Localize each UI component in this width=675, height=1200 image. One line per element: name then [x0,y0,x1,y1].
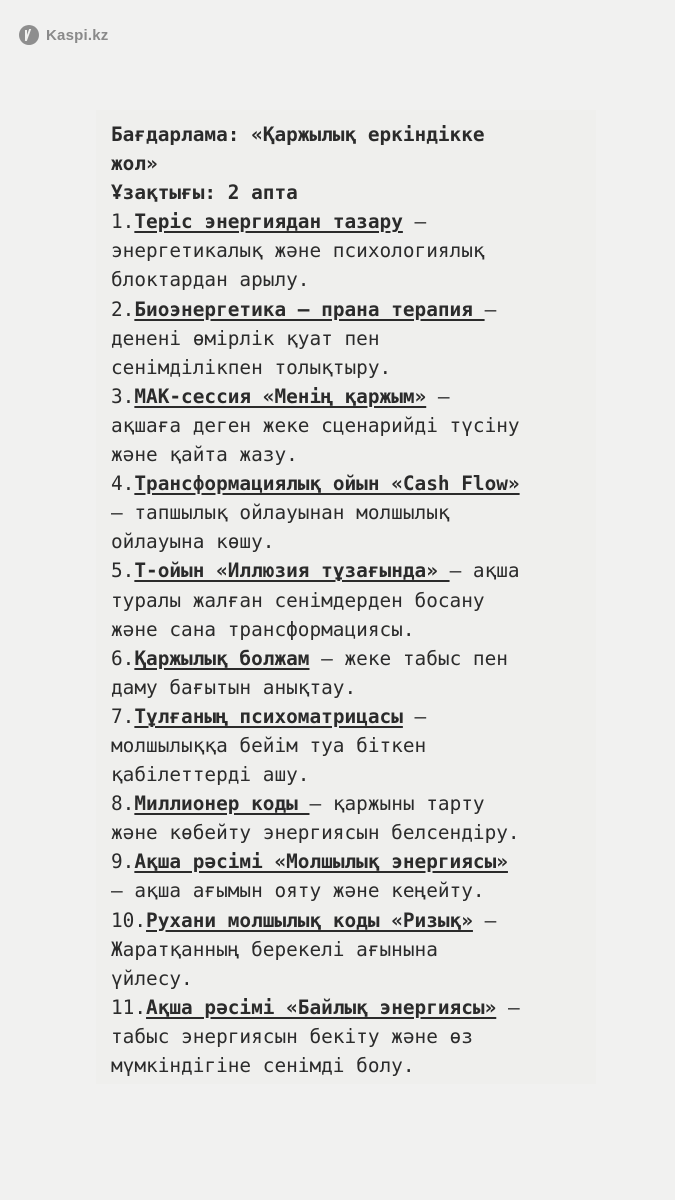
item-title: Ақша рәсімі «Байлық энергиясы» [146,995,497,1019]
list-item: 5.Т-ойын «Иллюзия тұзағында» — ақша [111,559,520,583]
item-title: Теріс энергиядан тазару [134,210,403,234]
item-text: Жаратқанның берекелі ағынына [111,937,438,961]
item-text: — ақша ағымын ояту және кеңейту. [111,879,485,903]
item-title: Т-ойын «Иллюзия тұзағында» [134,559,450,583]
item-text: үйлесу. [111,966,193,990]
item-text: молшылыққа бейім туа біткен [111,733,427,757]
kaspi-brand [19,25,108,45]
program-title-line-2: жол» [111,152,158,176]
list-item: 2.Биоэнергетика — прана терапия — [111,297,497,321]
item-text: энергетикалық және психологиялық [111,239,485,263]
item-title: Тұлғаның психоматрицасы [134,704,403,728]
item-title: МАК-сессия «Менің қаржым» [134,384,427,408]
item-text: қабілеттерді ашу. [111,763,310,787]
program-duration: Ұзақтығы: 2 апта [111,181,298,205]
item-text: және қайта жазу. [111,443,298,467]
item-text: ойлауына көшу. [111,530,275,554]
list-item: 1.Теріс энергиядан тазару — [111,210,427,234]
item-text: даму бағытын анықтау. [111,675,357,699]
program-text [111,120,596,1080]
list-item: 10.Рухани молшылық коды «Ризық» — [111,908,497,932]
kaspi-logo-icon [19,25,39,45]
item-text: блоктардан арылу. [111,268,310,292]
item-title: Биоэнергетика — прана терапия [134,297,485,321]
item-title: Трансформациялық ойын «Cash Flow» [134,472,520,496]
item-text: табыс энергиясын бекіту және өз [111,1024,473,1048]
item-text: сенімділікпен толықтыру. [111,355,392,379]
item-text: және көбейту энергиясын белсендіру. [111,821,520,845]
item-text: ақшаға деген жеке сценарийді түсіну [111,413,520,437]
item-title: Миллионер коды [134,792,310,816]
list-item: 11.Ақша рәсімі «Байлық энергиясы» — [111,995,520,1019]
item-text: мүмкіндігіне сенімді болу. [111,1054,415,1077]
brand-name: Kaspi.kz [46,26,109,44]
item-title: Рухани молшылық коды «Ризық» [146,908,473,932]
list-item: 8.Миллионер коды — қаржыны тарту [111,792,485,816]
item-title: Ақша рәсімі «Молшылық энергиясы» [134,850,508,874]
list-item: 3.МАК-сессия «Менің қаржым» — [111,384,450,408]
item-text: — тапшылық ойлауынан молшылық [111,501,450,525]
list-item: 7.Тұлғаның психоматрицасы — [111,704,427,728]
item-title: Қаржылық болжам [134,646,310,670]
item-text: денені өмірлік қуат пен [111,326,380,350]
item-text: туралы жалған сенімдерден босану [111,588,485,612]
program-title-line-1: Бағдарлама: «Қаржылық еркіндікке [111,123,485,146]
program-card [96,110,596,1084]
list-item: 9.Ақша рәсімі «Молшылық энергиясы» [111,850,508,874]
item-text: және сана трансформациясы. [111,617,415,641]
list-item: 6.Қаржылық болжам — жеке табыс пен [111,646,508,670]
list-item: 4.Трансформациялық ойын «Cash Flow» [111,472,520,496]
